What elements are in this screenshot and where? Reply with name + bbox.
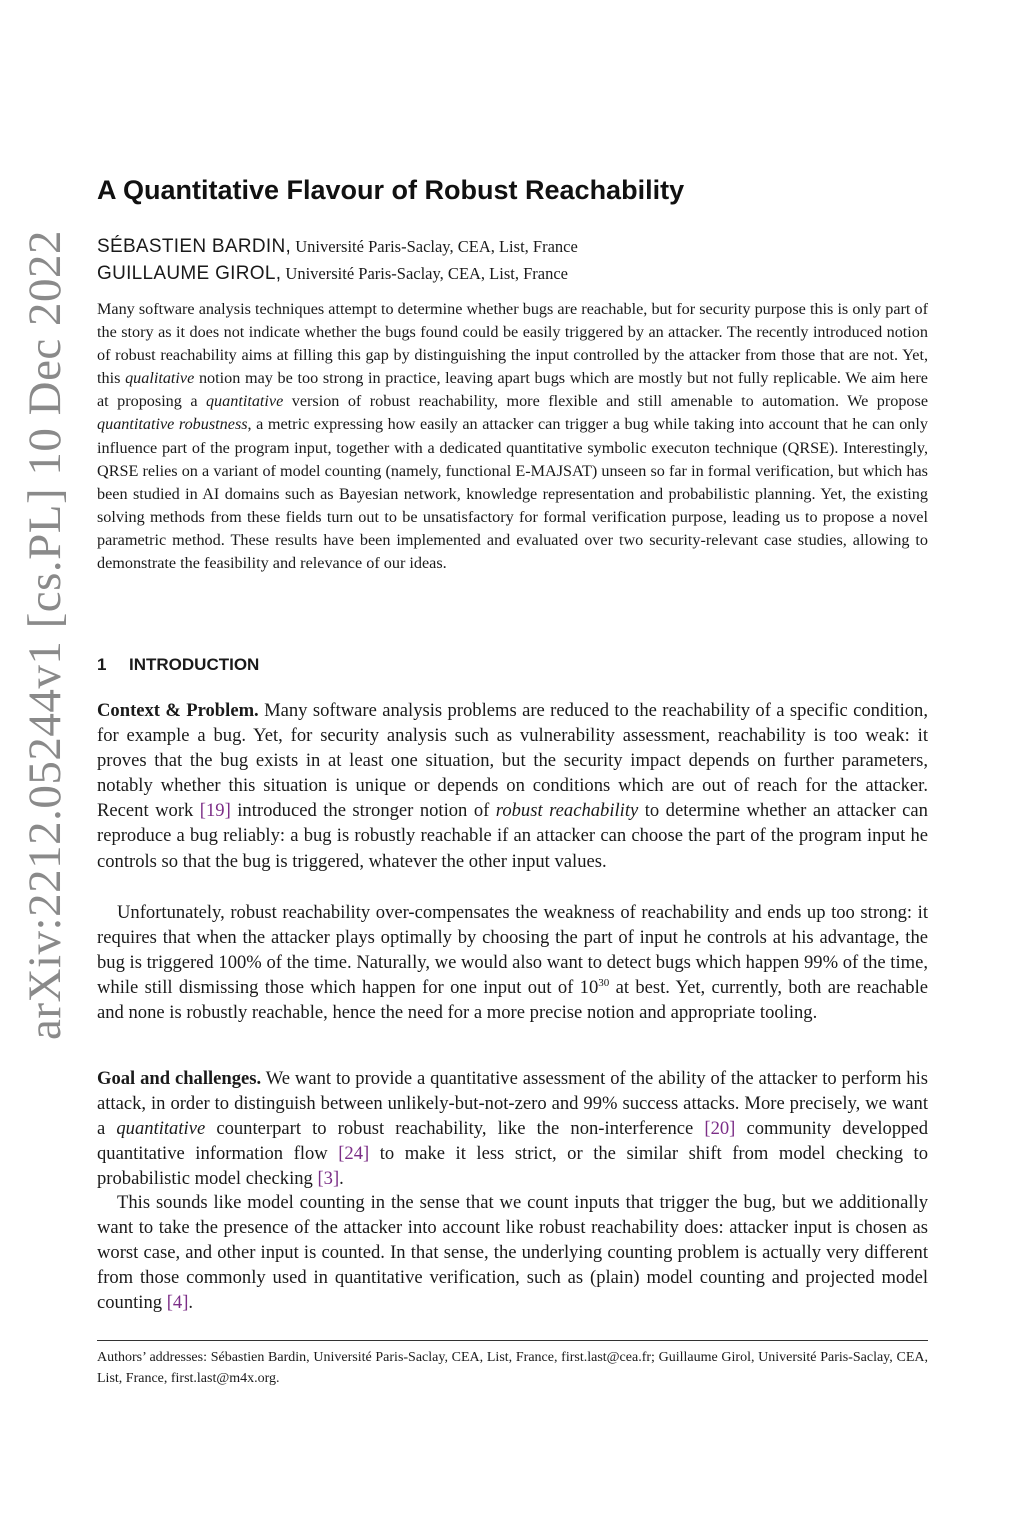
author-block: [97, 233, 937, 287]
paragraph-context-problem: [97, 698, 928, 874]
paragraph-text: to determine whether an attacker can reproduce a bug reliably: a bug is robustly reachable if an attacker can choose the part of the program input he controls so that the bug is triggered, whatever the other input values.: [97, 800, 928, 872]
abstract-text: Many software analysis techniques attempt to determine whether bugs are reachable, but for security purpose this is only part of the story as it does not indicate whether the bugs found could be easily triggered by an attacker. The recently introduced notion of robust reachability aims at filling this gap by distinguishing the input controlled by the attacker from those that are not. Yet, this: [97, 300, 928, 388]
paragraph-goal-challenges: [97, 1066, 928, 1191]
paragraph-model-counting: [97, 1190, 928, 1315]
author-name: SÉBASTIEN BARDIN,: [97, 236, 292, 257]
paragraph-unfortunately: [97, 900, 928, 1025]
paragraph-text: counterpart to robust reachability, like the non-interference: [205, 1118, 705, 1140]
citation-link[interactable]: [4]: [166, 1292, 189, 1314]
section-title: INTRODUCTION: [129, 655, 260, 674]
paragraph-text: We want to provide a quantitative assessment of the ability of the attacker to perform his attack, in order to distinguish between unlikely-but-not-zero and 99% success attacks. More precisely, we want a: [97, 1068, 928, 1140]
abstract-emphasis: qualitative: [125, 369, 195, 388]
run-in-heading: Context & Problem.: [97, 700, 259, 721]
abstract-emphasis: quantitative robustness: [97, 415, 248, 434]
paragraph-text: introduced the stronger notion of: [230, 800, 496, 822]
authors-addresses-footnote: Authors’ addresses: Sébastien Bardin, Université Paris-Saclay, CEA, List, France, first.last@cea.fr; Guillaume Girol, Université Paris-Saclay, CEA, List, France, first.last@m4x.org.: [97, 1350, 928, 1386]
author-line: [97, 260, 937, 287]
author-line: [97, 233, 937, 260]
paragraph-text: This sounds like model counting in the sense that we count inputs that trigger the bug, but we additionally want to take the presence of the attacker into account like robust reachability does: attacker input is chosen as worst case, and other input is counted. In that sense, the underlying counting problem is actually very different from those commonly used in quantitative verification, such as (plain) model counting and projected model counting: [97, 1192, 928, 1314]
abstract-text: , a metric expressing how easily an attacker can trigger a bug while taking into account that he can only influence part of the program input, together with a dedicated quantitative symbolic executon technique (QRSE). Interestingly, QRSE relies on a variant of model counting (namely, functional E-MAJSAT) unseen so far in formal verification, but which has been studied in AI domains such as Bayesian network, knowledge representation and probabilistic planning. Yet, the existing solving methods from these fields turn out to be unsatisfactory for formal verification purpose, leading us to propose a novel parametric method. These results have been implemented and evaluated over two security-relevant case studies, allowing to demonstrate the feasibility and relevance of our ideas.: [97, 415, 928, 573]
paragraph-text: .: [188, 1292, 194, 1314]
run-in-heading: Goal and challenges.: [97, 1068, 262, 1089]
exponent-superscript: 30: [598, 977, 610, 990]
author-affiliation: Université Paris-Saclay, CEA, List, France: [291, 237, 578, 256]
paragraph-text: at best. Yet, currently, both are reachable and none is robustly reachable, hence the need for a more precise notion and appropriate tooling.: [97, 977, 928, 1024]
citation-link[interactable]: [24]: [338, 1143, 370, 1165]
citation-link[interactable]: [3]: [317, 1168, 340, 1190]
paragraph-text: .: [339, 1168, 344, 1190]
section-number: 1: [97, 655, 107, 674]
emphasis-text: robust reachability: [495, 800, 639, 822]
abstract-emphasis: quantitative: [205, 392, 284, 411]
section-heading: [97, 652, 697, 678]
paragraph-text: Many software analysis problems are reduced to the reachability of a specific condition, for example a bug. Yet, for security analysis such as vulnerability assessment, reachability is too weak: it proves that the bug exists in at least one situation, but the security impact depends on further parameters, notably whether this situation is unique or depends on conditions which are out of reach for the attacker. Recent work: [97, 700, 928, 822]
abstract: [97, 298, 928, 575]
author-name: GUILLAUME GIROL,: [97, 263, 282, 284]
paragraph-text: community developped quantitative information flow: [97, 1118, 928, 1165]
emphasis-text: quantitative: [116, 1118, 206, 1140]
paragraph-text: to make it less strict, or the similar shift from model checking to probabilistic model checking: [97, 1143, 928, 1190]
paper-title: A Quantitative Flavour of Robust Reachability: [97, 175, 685, 205]
footnote-divider: [97, 1340, 928, 1341]
abstract-text: notion may be too strong in practice, leaving apart bugs which are mostly but not fully replicable. We aim here at proposing a: [97, 369, 928, 411]
citation-link[interactable]: [19]: [199, 800, 231, 822]
citation-link[interactable]: [20]: [704, 1118, 736, 1140]
author-affiliation: Université Paris-Saclay, CEA, List, France: [281, 264, 568, 283]
paragraph-text: Unfortunately, robust reachability over-compensates the weakness of reachability and ends up too strong: it requires that when the attacker plays optimally by choosing the part of input he controls at his advantage, the bug is triggered 100% of the time. Naturally, we would also want to detect bugs which happen 99% of the time, while still dismissing those which happen for one input out of 10: [97, 902, 928, 999]
arxiv-identifier-stamp: arXiv:2212.05244v1 [cs.PL] 10 Dec 2022: [19, 229, 71, 1040]
abstract-text: version of robust reachability, more flexible and still amenable to automation. We propose: [283, 392, 929, 411]
